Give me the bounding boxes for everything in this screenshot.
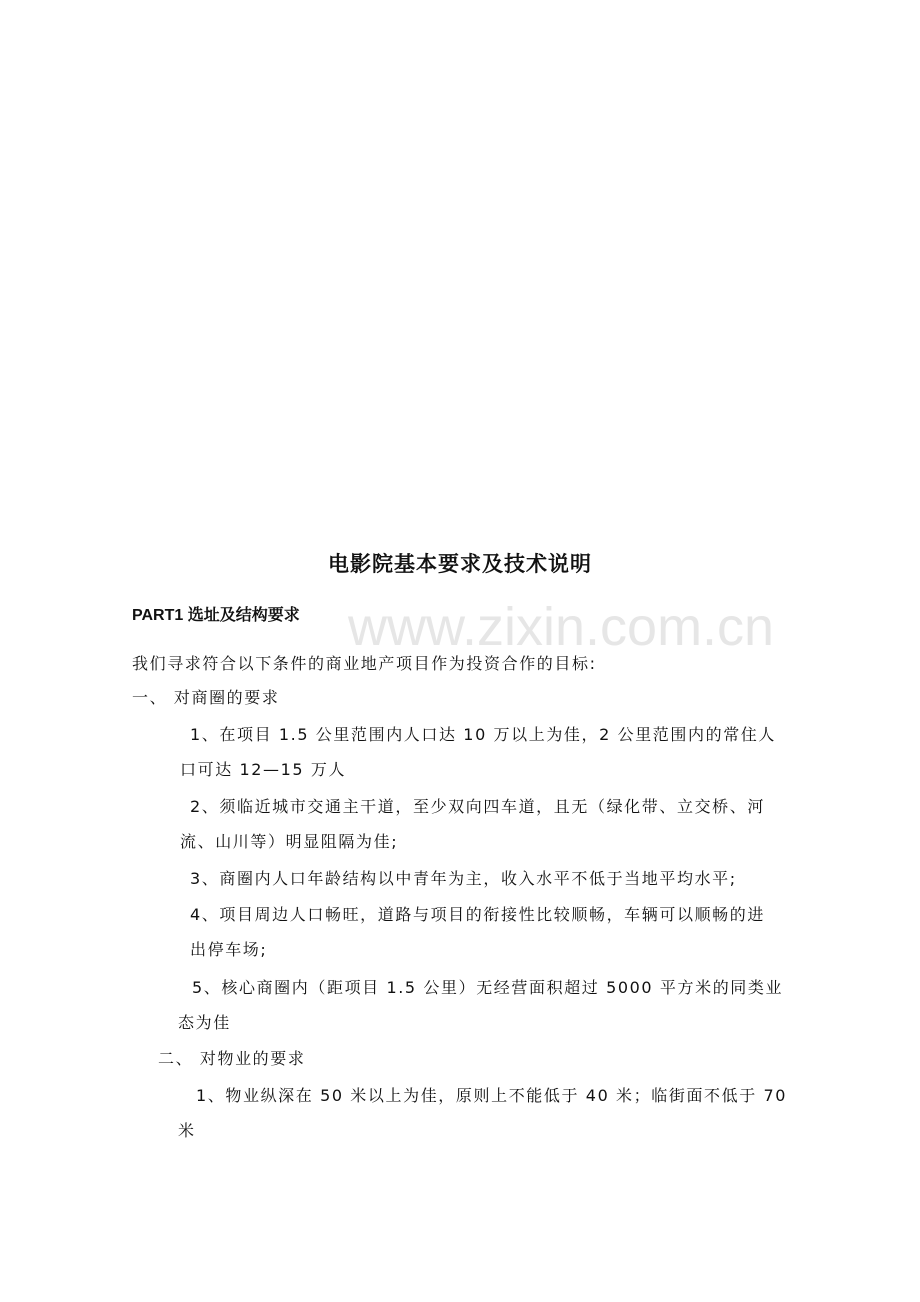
section1-item4-line1: 4、项目周边人口畅旺，道路与项目的衔接性比较顺畅，车辆可以顺畅的进 (190, 905, 765, 924)
section1-item1-line1: 1、在项目 1.5 公里范围内人口达 10 万以上为佳，2 公里范围内的常住人 (190, 725, 776, 744)
section1-item1-line2: 口可达 12—15 万人 (180, 760, 347, 779)
section2-heading: 二、 对物业的要求 (158, 1049, 306, 1068)
intro-paragraph: 我们寻求符合以下条件的商业地产项目作为投资合作的目标: (132, 654, 597, 673)
part-heading: PART1 选址及结构要求 (132, 607, 300, 624)
section1-item2-line1: 2、须临近城市交通主干道，至少双向四车道，且无（绿化带、立交桥、河 (190, 797, 765, 816)
section1-item5-line1: 5、核心商圈内（距项目 1.5 公里）无经营面积超过 5000 平方米的同类业 (192, 978, 784, 997)
document-title: 电影院基本要求及技术说明 (328, 552, 592, 576)
section2-item1-line2: 米 (178, 1121, 196, 1140)
section2-item1-line1: 1、物业纵深在 50 米以上为佳，原则上不能低于 40 米；临街面不低于 70 (196, 1086, 788, 1105)
section1-item2-line2: 流、山川等）明显阻隔为佳; (180, 832, 399, 851)
section1-item4-line2: 出停车场; (190, 940, 268, 959)
section1-item3-line1: 3、商圈内人口年龄结构以中青年为主，收入水平不低于当地平均水平; (190, 869, 737, 888)
section1-item5-line2: 态为佳 (178, 1013, 231, 1032)
section1-heading: 一、 对商圈的要求 (132, 688, 280, 707)
watermark: www.zixin.com.cn (348, 597, 775, 657)
